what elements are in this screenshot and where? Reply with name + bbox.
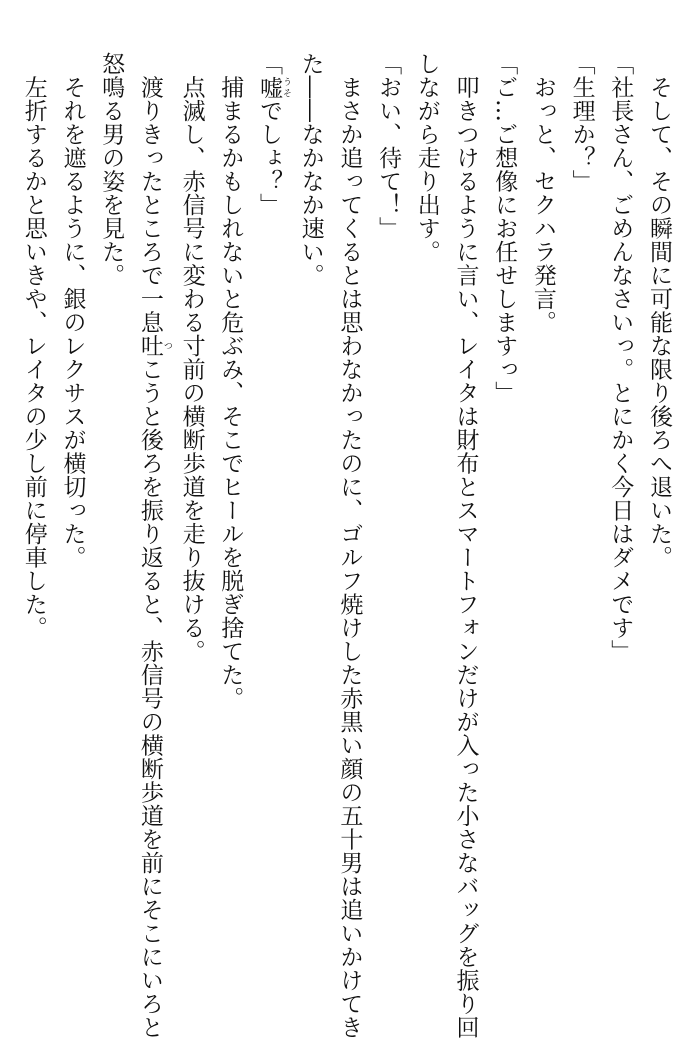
ruby-tsu-base: 吐	[137, 334, 163, 358]
text-line-6: 叩きつけるように言い、レイタは財布とスマートフォンだけが入った小さなバッグを振り回	[446, 52, 485, 982]
text-line-14-ruby	[130, 52, 172, 982]
hito-before: 渡りきったところで一息	[137, 52, 163, 334]
uso-rest: でしょ？」	[256, 99, 282, 217]
ruby-uso-reading: うそ	[281, 76, 291, 100]
text-line-3: 「生理か？」	[562, 52, 601, 982]
text-line-15: 怒鳴る男の姿を見た。	[91, 52, 130, 982]
vertical-text-body	[14, 52, 678, 982]
text-line-16: それを遮るように、銀のレクサスが横切った。	[53, 52, 92, 982]
ruby-uso	[256, 76, 282, 100]
ruby-tsu-reading: つ	[162, 334, 172, 358]
hito-after: こうと後ろを振り返ると、赤信号の横断歩道を前にそこにいろと	[137, 358, 163, 1039]
text-line-17: 左折するかと思いきや、レイタの少し前に停車した。	[14, 52, 53, 982]
text-line-4: おっと、セクハラ発言。	[523, 52, 562, 982]
uso-open: 「	[256, 52, 282, 76]
text-line-2: 「社長さん、ごめんなさいっ。とにかく今日はダメです」	[601, 52, 640, 982]
text-line-7: しながら走り出す。	[407, 52, 446, 982]
text-line-10: た――なかなか速い。	[291, 52, 330, 982]
text-line-9: まさか追ってくるとは思わなかったのに、ゴルフ焼けした赤黒い顔の五十男は追いかけてき	[330, 52, 369, 982]
ruby-tsu	[137, 334, 163, 358]
text-line-11-ruby	[249, 52, 291, 982]
text-line-1: そして、その瞬間に可能な限り後ろへ退いた。	[639, 52, 678, 982]
ruby-uso-base: 嘘	[256, 76, 282, 100]
text-line-13: 点滅し、赤信号に変わる寸前の横断歩道を走り抜ける。	[172, 52, 211, 982]
text-line-8: 「おい、待て！」	[368, 52, 407, 982]
text-line-5: 「ご…ご想像にお任せしますっ」	[484, 52, 523, 982]
text-line-12: 捕まるかもしれないと危ぶみ、そこでヒールを脱ぎ捨てた。	[211, 52, 250, 982]
